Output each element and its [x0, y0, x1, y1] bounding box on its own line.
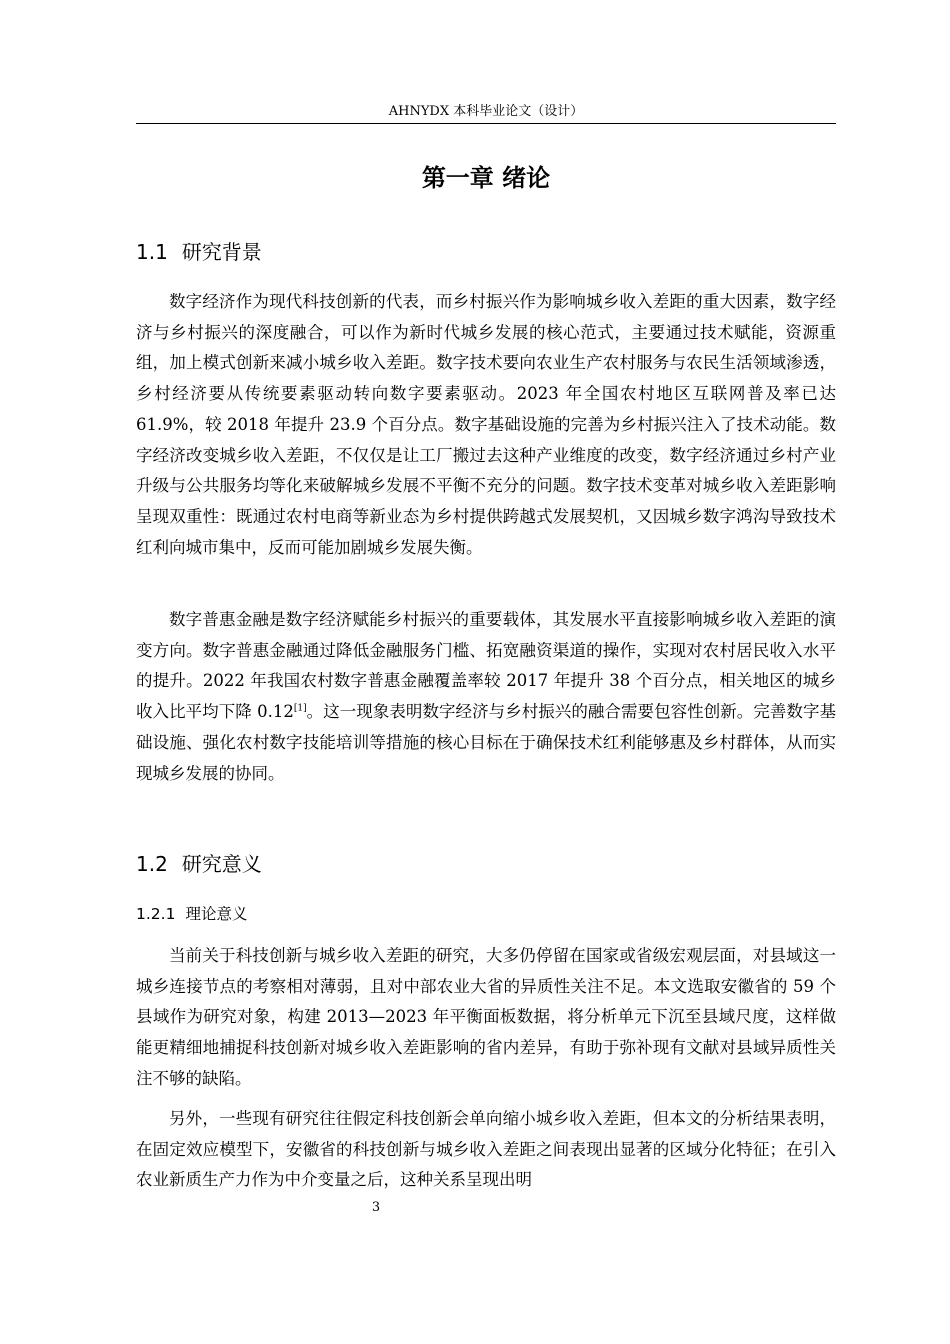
paragraph-theory-1: 当前关于科技创新与城乡收入差距的研究，大多仍停留在国家或省级宏观层面，对县域这一城乡连接节点的考察相对薄弱，且对中部农业大省的异质性关注不足。本文选取安徽省的 59 个县域作为研究对象，构建 2013—2023 年平衡面板数据，将分析单元下沉至县域尺度，这样做能更精细地捕捉科技创新对城乡收入差距影响的省内差异，有助于弥补现有文献对县域异质性关注不够的缺陷。	[136, 946, 836, 1088]
paragraph-background-2	[136, 605, 836, 789]
section-title: 研究背景	[181, 240, 262, 264]
paragraph-theory-2: 另外，一些现有研究往往假定科技创新会单向缩小城乡收入差距，但本文的分析结果表明，在固定效应模型下，安徽省的科技创新与城乡收入差距之间表现出显著的区域分化特征；在引入农业新质生产力作为中介变量之后，这种关系呈现出明	[136, 1109, 836, 1190]
paragraph-text: 。这一现象表明数字经济与乡村振兴的融合需要包容性创新。完善数字基础设施、强化农村数字技能培训等措施的核心目标在于确保技术红利能够惠及乡村群体，从而实现城乡发展的协同。	[136, 702, 837, 783]
section-heading-1-2	[136, 850, 262, 878]
subsection-heading-1-2-1	[136, 902, 247, 926]
section-heading-1-1	[136, 238, 262, 266]
running-header: AHNYDX 本科毕业论文（设计）	[388, 104, 584, 119]
chapter-title: 第一章 绪论	[421, 164, 551, 192]
subsection-number: 1.2.1	[136, 905, 176, 923]
paragraph-background-1: 数字经济作为现代科技创新的代表，而乡村振兴作为影响城乡收入差距的重大因素，数字经济与乡村振兴的深度融合，可以作为新时代城乡发展的核心范式，主要通过技术赋能，资源重组，加上模式创新来减小城乡收入差距。数字技术要向农业生产农村服务与农民生活领域渗透，乡村经济要从传统要素驱动转向数字要素驱动。2023 年全国农村地区互联网普及率已达 61.9%，较 2018 年提升 23.9 个百分点。数字基础设施的完善为乡村振兴注入了技术动能。数字经济改变城乡收入差距，不仅仅是让工厂搬过去这种产业维度的改变，数字经济通过乡村产业升级与公共服务均等化来破解城乡发展不平衡不充分的问题。数字技术变革对城乡收入差距影响呈现双重性：既通过农村电商等新业态为乡村提供跨越式发展契机，又因城乡数字鸿沟导致技术红利向城市集中，反而可能加剧城乡发展失衡。	[136, 292, 836, 557]
paragraph-text: 数字普惠金融是数字经济赋能乡村振兴的重要载体，其发展水平直接影响城乡收入差距的演变方向。数字普惠金融通过降低金融服务门槛、拓宽融资渠道的操作，实现对农村居民收入水平的提升。2022 年我国农村数字普惠金融覆盖率较 2017 年提升 38 个百分点，相关地区的城乡收入比平均下降 0.12	[136, 610, 836, 722]
page-number: 3	[371, 1200, 381, 1215]
header-rule	[136, 123, 836, 124]
section-number: 1.1	[136, 240, 168, 264]
section-number: 1.2	[136, 852, 168, 876]
citation-marker: [1]	[293, 703, 307, 714]
subsection-title: 理论意义	[185, 905, 248, 923]
section-title: 研究意义	[181, 852, 262, 876]
